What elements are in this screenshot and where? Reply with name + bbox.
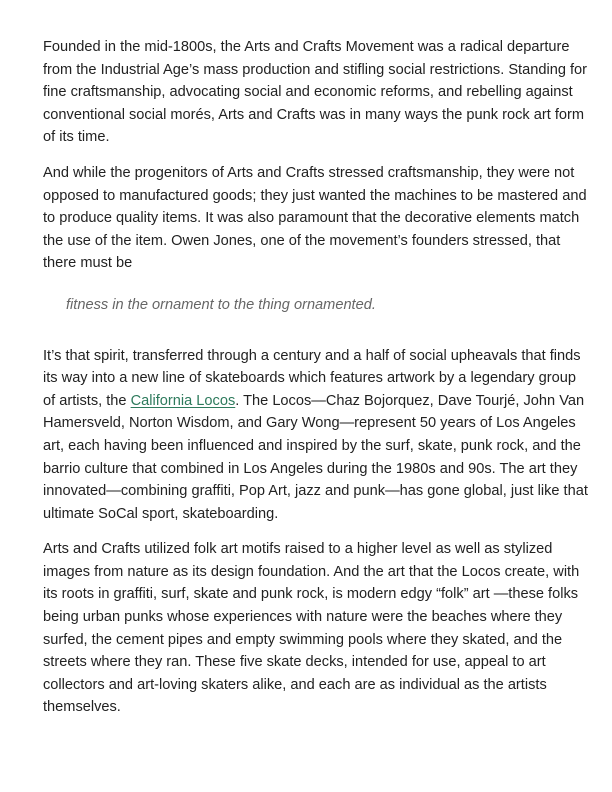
california-locos-link[interactable]: California Locos	[130, 392, 236, 409]
text-line: streets where they ran. These five skate decks, intended for use, appeal to art	[43, 654, 546, 671]
text-line: the use of the item. Owen Jones, one of the movement’s founders stressed, that	[43, 232, 561, 249]
paragraph-folk-art	[43, 538, 583, 719]
text-line: there must be	[43, 255, 133, 272]
text-line: its way into a new line of skateboards which features artwork by a legendary group	[43, 370, 576, 387]
text-line: ultimate SoCal sport, skateboarding.	[43, 505, 279, 522]
text-line: images from nature as its design foundation. And the art that the Locos create, with	[43, 563, 580, 580]
text-line: its roots in graffiti, surf, skate and punk rock, is modern edgy “folk” art —these folks	[43, 586, 579, 603]
text-line: barrio culture that combined in Los Angeles during the 1980s and 90s. The art they	[43, 460, 578, 477]
text-line: conventional social morés, Arts and Crafts was in many ways the punk rock art form	[43, 106, 585, 123]
quote-text: fitness in the ornament to the thing ornamented.	[66, 296, 376, 313]
text-line: collectors and art-loving skaters alike, and each are as individual as the artists	[43, 676, 547, 693]
text-line: to produce quality items. It was also paramount that the decorative elements match	[43, 210, 580, 227]
text-line-with-link	[43, 390, 583, 413]
text-line: from the Industrial Age’s mass production and stifling social restrictions. Standing for	[43, 61, 588, 78]
text-line: It’s that spirit, transferred through a century and a half of social upheavals that finds	[43, 347, 581, 364]
text-segment: . The Locos—Chaz Bojorquez, Dave Tourjé, John Van	[235, 392, 585, 409]
text-line: And while the progenitors of Arts and Crafts stressed craftsmanship, they were not	[43, 164, 575, 181]
paragraph-intro	[43, 36, 588, 149]
text-line: themselves.	[43, 699, 121, 716]
blockquote-owen-jones	[66, 294, 583, 317]
text-segment: of artists, the	[43, 392, 131, 409]
paragraph-california-locos	[43, 345, 588, 526]
text-line: of its time.	[43, 129, 110, 146]
text-line: art, each having been influenced and inspired by the surf, skate, punk rock, and the	[43, 437, 581, 454]
text-line: Founded in the mid-1800s, the Arts and Crafts Movement was a radical departure	[43, 39, 570, 55]
paragraph-progenitors	[43, 162, 587, 275]
text-line: innovated—combining graffiti, Pop Art, jazz and punk—has gone global, just like that	[43, 483, 588, 500]
text-line: Arts and Crafts utilized folk art motifs raised to a higher level as well as stylized	[43, 541, 553, 558]
text-line: fine craftsmanship, advocating social and economic reforms, and rebelling against	[43, 84, 573, 101]
text-line: being urban punks whose experiences with nature were the beaches where they	[43, 609, 563, 626]
text-line: surfed, the cement pipes and empty swimming pools where they skated, and the	[43, 631, 563, 648]
text-line: Hamersveld, Norton Wisdom, and Gary Wong—represent 50 years of Los Angeles	[43, 415, 576, 432]
text-line: opposed to manufactured goods; they just wanted the machines to be mastered and	[43, 187, 587, 204]
article-body	[43, 36, 588, 732]
